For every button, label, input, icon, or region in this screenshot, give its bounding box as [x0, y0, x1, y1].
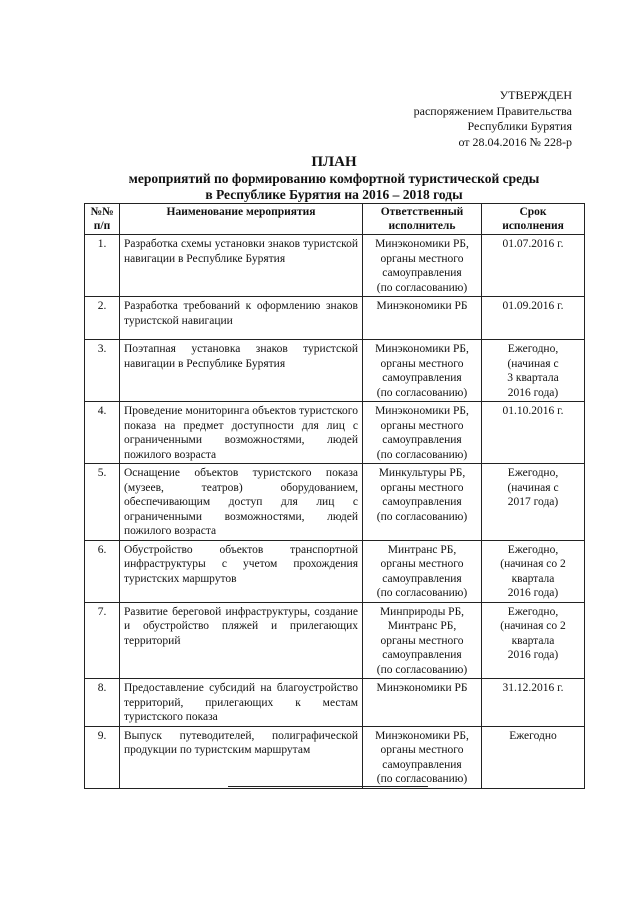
- row-activity-name: Оснащение объектов туристского показа (музеев, театров) оборудованием, обеспечивающим доступ для лиц с ограниченными возможностями, людей пожилого возраста: [120, 464, 363, 541]
- row-responsible: [363, 297, 482, 340]
- responsible-line: Минэкономики РБ,: [375, 729, 469, 742]
- header-num-line-1: №№: [90, 206, 114, 218]
- row-activity-name: Поэтапная установка знаков туристской навигации в Республике Бурятия: [120, 340, 363, 402]
- header-num: [85, 204, 120, 235]
- deadline-line: Ежегодно,: [507, 605, 559, 618]
- row-deadline: [482, 297, 585, 340]
- table-body: [85, 235, 585, 789]
- row-deadline: [482, 679, 585, 727]
- row-responsible: [363, 679, 482, 727]
- row-deadline: [482, 602, 585, 679]
- row-activity-name: Разработка требований к оформлению знаков туристской навигации: [120, 297, 363, 340]
- deadline-line: 2017 года): [507, 496, 559, 508]
- responsible-line: органы местного: [380, 252, 464, 265]
- responsible-line: самоуправления: [382, 434, 462, 446]
- row-number: 6.: [85, 540, 120, 602]
- responsible-line: (по согласованию): [376, 587, 468, 599]
- approval-line-1: УТВЕРЖДЕН: [499, 88, 572, 102]
- deadline-line: 2016 года): [507, 386, 559, 399]
- responsible-line: Минкультуры РБ,: [378, 467, 466, 479]
- deadline-line: Ежегодно,: [507, 343, 559, 355]
- responsible-line: Минприроды РБ,: [379, 605, 465, 618]
- responsible-line: (по согласованию): [376, 281, 468, 294]
- responsible-line: органы местного: [380, 558, 464, 570]
- row-responsible: [363, 235, 482, 297]
- responsible-line: самоуправления: [382, 649, 462, 661]
- row-activity-name: Проведение мониторинга объектов туристского показа на предмет доступности для лиц с ограниченными возможностями, людей пожилого возраста: [120, 402, 363, 464]
- row-activity-name: Разработка схемы установки знаков туристской навигации в Республике Бурятия: [120, 235, 363, 297]
- responsible-line: органы местного: [380, 357, 464, 370]
- deadline-line: (начиная со 2: [500, 620, 566, 632]
- table-row: [85, 602, 585, 679]
- row-deadline: [482, 402, 585, 464]
- approval-line-4: от 28.04.2016 № 228-р: [458, 134, 572, 149]
- responsible-line: Минтранс РБ,: [387, 543, 457, 556]
- responsible-line: самоуправления: [382, 372, 462, 384]
- responsible-line: (по согласованию): [376, 448, 468, 461]
- row-responsible: [363, 340, 482, 402]
- responsible-line: Минэкономики РБ: [376, 300, 468, 312]
- table-header-row: [85, 204, 585, 235]
- responsible-line: Минэкономики РБ,: [375, 238, 469, 250]
- title-line-2: в Республике Бурятия на 2016 – 2018 годы: [205, 186, 463, 202]
- header-name: Наименование мероприятия: [120, 204, 363, 235]
- deadline-line: Ежегодно,: [507, 543, 559, 556]
- table-row: [85, 297, 585, 340]
- responsible-line: (по согласованию): [376, 386, 468, 399]
- deadline-line: Ежегодно: [509, 729, 557, 742]
- deadline-line: 01.07.2016 г.: [502, 238, 564, 250]
- table-row: [85, 464, 585, 541]
- deadline-line: 2016 года): [507, 587, 559, 599]
- deadline-line: квартала: [511, 572, 555, 585]
- row-deadline: [482, 726, 585, 788]
- table-row: [85, 540, 585, 602]
- responsible-line: (по согласованию): [376, 510, 468, 523]
- deadline-line: Ежегодно,: [507, 467, 559, 479]
- header-responsible: [363, 204, 482, 235]
- row-responsible: [363, 464, 482, 541]
- row-deadline: [482, 464, 585, 541]
- table-row: [85, 340, 585, 402]
- row-activity-name: Выпуск путеводителей, полиграфической продукции по туристским маршрутам: [120, 726, 363, 788]
- deadline-line: (начиная с: [507, 357, 559, 370]
- row-number: 2.: [85, 297, 120, 340]
- row-responsible: [363, 602, 482, 679]
- responsible-line: Минтранс РБ,: [387, 620, 457, 632]
- row-deadline: [482, 235, 585, 297]
- table-row: [85, 679, 585, 727]
- deadline-line: (начиная с: [507, 481, 559, 494]
- responsible-line: Минэкономики РБ,: [375, 343, 469, 355]
- row-number: 3.: [85, 340, 120, 402]
- approval-stamp: [414, 88, 572, 150]
- plan-table: [84, 203, 585, 789]
- deadline-line: 01.10.2016 г.: [502, 405, 564, 417]
- row-number: 1.: [85, 235, 120, 297]
- header-responsible-line-1: Ответственный: [380, 206, 464, 218]
- deadline-line: 01.09.2016 г.: [502, 300, 564, 312]
- table-row: [85, 402, 585, 464]
- row-responsible: [363, 726, 482, 788]
- header-term-line-2: исполнения: [502, 220, 564, 232]
- row-deadline: [482, 540, 585, 602]
- responsible-line: органы местного: [380, 481, 464, 494]
- deadline-line: 2016 года): [507, 649, 559, 661]
- header-responsible-line-2: исполнитель: [388, 220, 456, 232]
- row-deadline: [482, 340, 585, 402]
- approval-line-3: Республики Бурятия: [467, 119, 572, 133]
- title-main: ПЛАН: [311, 154, 357, 170]
- row-number: 8.: [85, 679, 120, 727]
- responsible-line: Минэкономики РБ,: [375, 405, 469, 417]
- responsible-line: Минэкономики РБ: [376, 682, 468, 694]
- row-activity-name: Развитие береговой инфраструктуры, создание и обустройство пляжей и прилегающих территорий: [120, 602, 363, 679]
- deadline-line: (начиная со 2: [500, 558, 566, 570]
- row-responsible: [363, 402, 482, 464]
- deadline-line: 31.12.2016 г.: [502, 682, 564, 694]
- title-line-1: мероприятий по формированию комфортной туристической среды: [128, 171, 540, 186]
- responsible-line: органы местного: [380, 634, 464, 647]
- responsible-line: самоуправления: [382, 267, 462, 279]
- row-number: 9.: [85, 726, 120, 788]
- approval-line-2: распоряжением Правительства: [413, 103, 572, 118]
- responsible-line: (по согласованию): [376, 663, 468, 676]
- responsible-line: органы местного: [380, 744, 464, 756]
- row-number: 5.: [85, 464, 120, 541]
- responsible-line: (по согласованию): [376, 773, 468, 785]
- deadline-line: квартала: [511, 634, 555, 647]
- row-activity-name: Обустройство объектов транспортной инфраструктуры с учетом прохождения туристских маршрутов: [120, 540, 363, 602]
- table-row: [85, 235, 585, 297]
- footer-divider: [228, 786, 428, 787]
- document-title: [84, 153, 584, 202]
- header-term-line-1: Срок: [519, 206, 547, 218]
- header-num-line-2: п/п: [93, 220, 111, 232]
- header-term: [482, 204, 585, 235]
- table-row: [85, 726, 585, 788]
- row-number: 4.: [85, 402, 120, 464]
- deadline-line: 3 квартала: [507, 372, 559, 384]
- row-number: 7.: [85, 602, 120, 679]
- row-activity-name: Предоставление субсидий на благоустройство территорий, прилегающих к местам туристского показа: [120, 679, 363, 727]
- responsible-line: органы местного: [380, 419, 464, 432]
- responsible-line: самоуправления: [382, 572, 462, 585]
- responsible-line: самоуправления: [382, 758, 462, 771]
- responsible-line: самоуправления: [382, 496, 462, 508]
- row-responsible: [363, 540, 482, 602]
